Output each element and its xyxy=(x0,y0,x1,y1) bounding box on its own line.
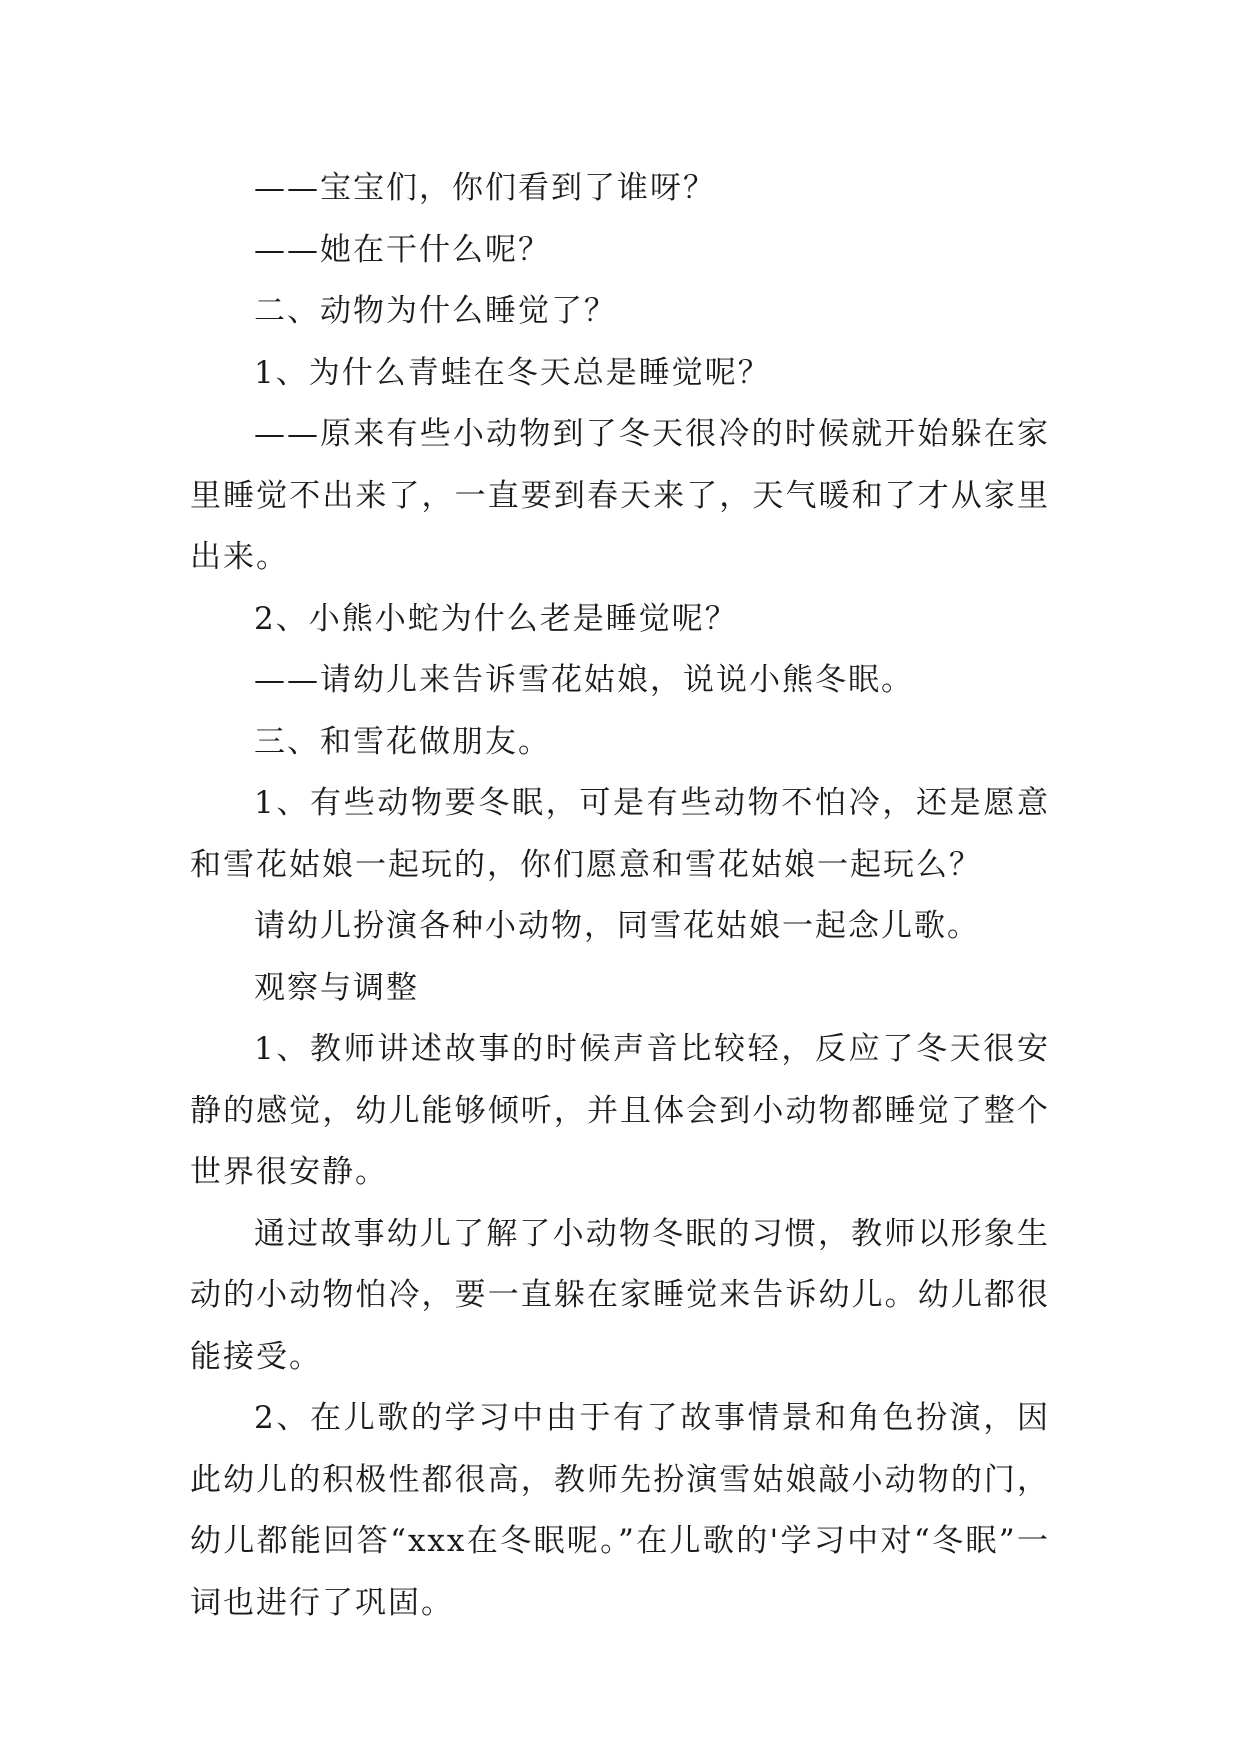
paragraph: 2、在儿歌的学习中由于有了故事情景和角色扮演，因此幼儿的积极性都很高，教师先扮演雪姑娘敲小动物的门，幼儿都能回答“xxx在冬眠呢。”在儿歌的'学习中对“冬眠”一词也进行了巩固。 xyxy=(190,1400,1050,1621)
paragraph: ——原来有些小动物到了冬天很冷的时候就开始躲在家里睡觉不出来了，一直要到春天来了，天气暖和了才从家里出来。 xyxy=(190,416,1050,575)
section-heading: 观察与调整 xyxy=(254,969,419,1006)
paragraph: ——请幼儿来告诉雪花姑娘，说说小熊冬眠。 xyxy=(254,662,914,698)
section-heading: 二、动物为什么睡觉了？ xyxy=(254,293,617,329)
paragraph: ——她在干什么呢？ xyxy=(254,231,551,268)
paragraph: 1、为什么青蛙在冬天总是睡觉呢？ xyxy=(254,354,771,391)
paragraph: ——宝宝们，你们看到了谁呀？ xyxy=(254,170,716,206)
paragraph: 2、小熊小蛇为什么老是睡觉呢？ xyxy=(254,600,738,637)
document-body xyxy=(190,158,1050,1634)
section-heading: 三、和雪花做朋友。 xyxy=(254,723,551,760)
paragraph: 请幼儿扮演各种小动物，同雪花姑娘一起念儿歌。 xyxy=(254,908,980,944)
paragraph: 通过故事幼儿了解了小动物冬眠的习惯，教师以形象生动的小动物怕冷，要一直躲在家睡觉来告诉幼儿。幼儿都很能接受。 xyxy=(190,1215,1050,1375)
paragraph: 1、有些动物要冬眠，可是有些动物不怕冷，还是愿意和雪花姑娘一起玩的，你们愿意和雪花姑娘一起玩么？ xyxy=(190,785,1050,883)
paragraph: 1、教师讲述故事的时候声音比较轻，反应了冬天很安静的感觉，幼儿能够倾听，并且体会到小动物都睡觉了整个世界很安静。 xyxy=(190,1031,1050,1190)
